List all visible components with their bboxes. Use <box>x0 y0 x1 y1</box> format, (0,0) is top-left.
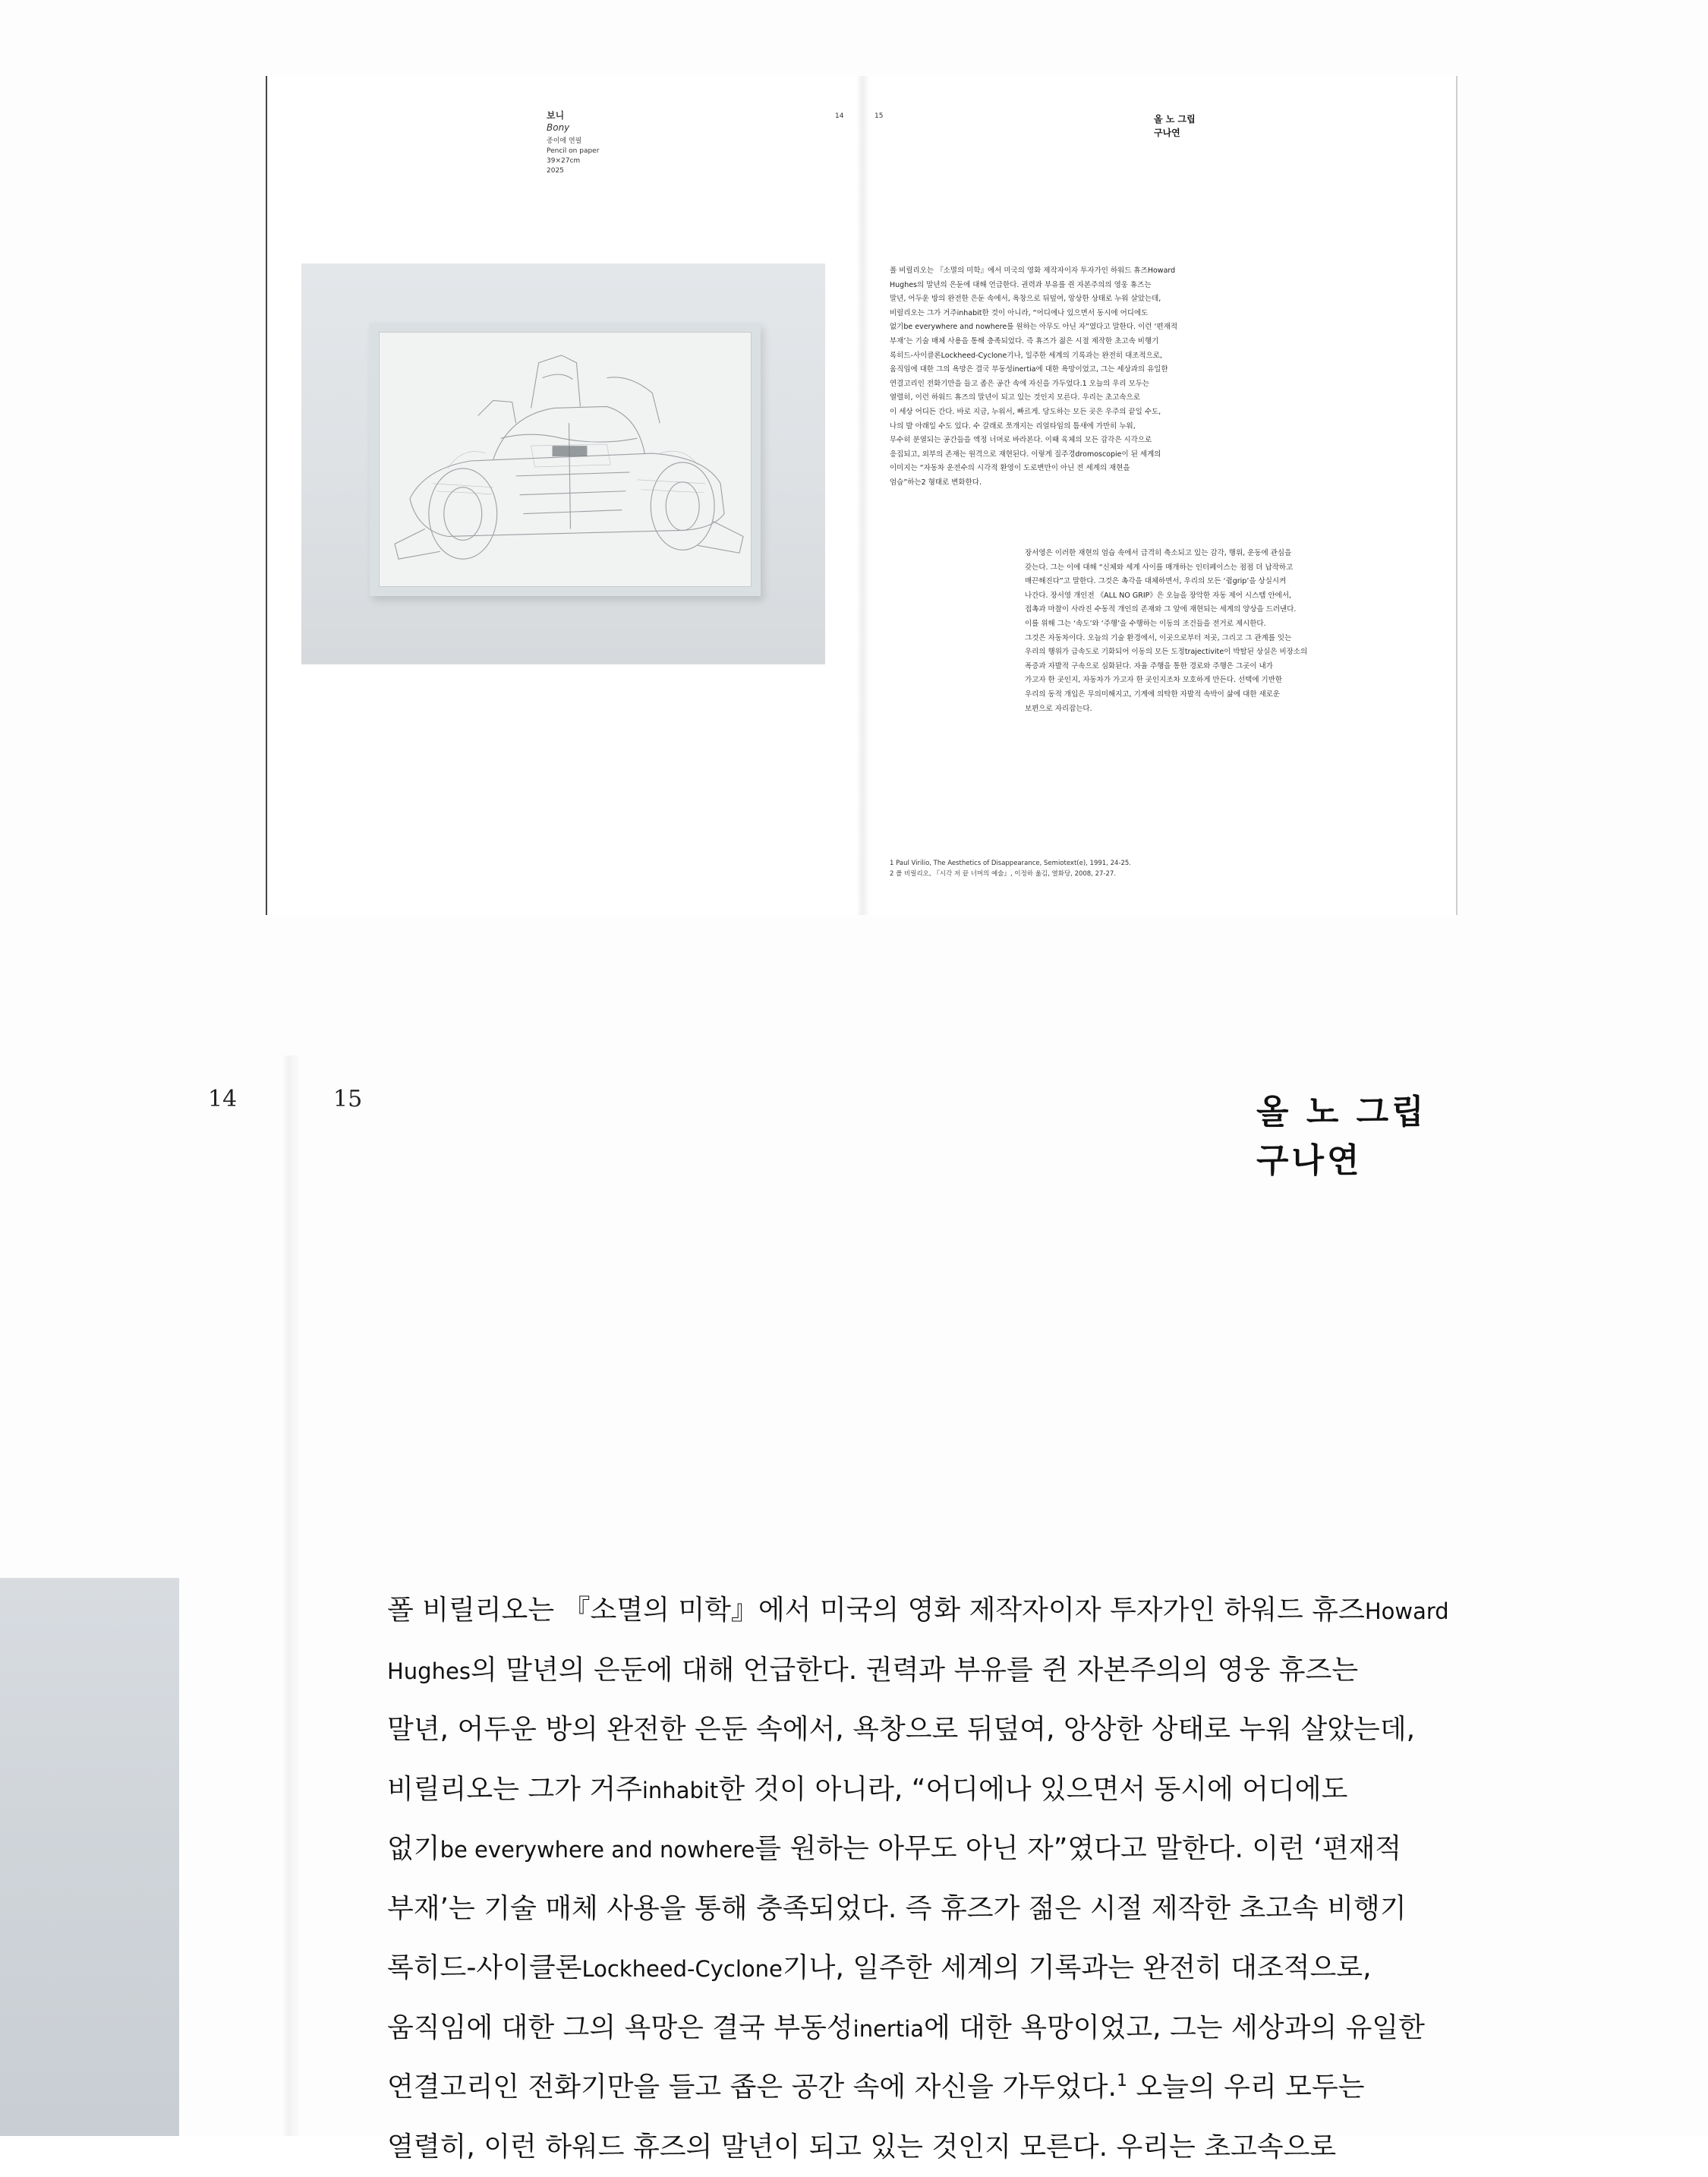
text-run: 비릴리오는 그가 거주 <box>387 1774 642 1805</box>
spread-text-line: 연결고리인 전화기만을 들고 좁은 공간 속에 자신을 가두었다.1 오늘의 우리 모두는 <box>890 377 1284 392</box>
spread-text-line: 나간다. 장서영 개인전 《ALL NO GRIP》은 오늘을 장악한 자동 제어 시스템 안에서, <box>1025 589 1413 604</box>
detail-text-line <box>387 2118 1678 2177</box>
spread-text-line: 이미지는 “자동차 운전수의 시각적 환영이 도로변만이 아닌 전 세계의 재현을 <box>890 462 1284 476</box>
english-term: be everywhere and nowhere <box>440 1837 755 1863</box>
spread-text-line: 접촉과 마찰이 사라진 수동적 개인의 존재와 그 앞에 재현되는 세계의 양상을 드러낸다. <box>1025 603 1413 617</box>
detail-text-line <box>387 1879 1678 1939</box>
artwork-title-ko: 보니 <box>547 111 564 120</box>
footnote: 1 Paul Virilio, The Aesthetics of Disappearance, Semiotext(e), 1991, 24-25. <box>890 858 1345 869</box>
pencil-drawing <box>379 332 752 587</box>
spread-body-text <box>890 264 1284 491</box>
artwork-year: 2025 <box>547 166 564 175</box>
spread-text-line: 우리의 행위가 급속도로 기화되어 이동의 모든 도정trajectivite이 박탈된 상실은 비장소의 <box>1025 645 1413 660</box>
spread-text-line: 열렬히, 이런 하워드 휴즈의 말년이 되고 있는 것인지 모른다. 우리는 초고속으로 <box>890 391 1284 405</box>
detail-essay-author: 구나연 <box>1256 1133 1363 1182</box>
spread-text-line: 가고자 한 곳인지, 자동차가 가고자 한 곳인지조차 모호하게 만든다. 선택에 기반한 <box>1025 674 1413 688</box>
text-run: 폴 비릴리오는 『소멸의 미학』에서 미국의 영화 제작자이자 투자가인 하워드 휴즈 <box>387 1595 1365 1626</box>
spread-fold <box>856 76 870 915</box>
text-run: 없기 <box>387 1833 440 1864</box>
artwork-size: 39×27cm <box>547 156 580 166</box>
spread-text-line: 장서영은 이러한 재현의 엄습 속에서 급격히 축소되고 있는 감각, 행위, 운동에 관심을 <box>1025 547 1413 561</box>
spread-text-line: 그것은 자동차이다. 오늘의 기술 환경에서, 이곳으로부터 저곳, 그리고 그 관계를 잇는 <box>1025 632 1413 646</box>
spread-text-line: 폭증과 자발적 구속으로 심화된다. 자율 주행을 통한 경로와 주행은 그곳이 내가 <box>1025 660 1413 674</box>
detail-text-line <box>387 1760 1678 1820</box>
spread-text-line: 무수히 분열되는 공간들을 액정 너머로 바라본다. 이때 육체의 모든 감각은 시각으로 <box>890 434 1284 448</box>
text-run: 연결고리인 전화기만을 들고 좁은 공간 속에 자신을 가두었다. <box>387 2071 1117 2103</box>
spread-text-line: 없기be everywhere and nowhere를 원하는 아무도 아닌 자”였다고 말한다. 이런 ‘편재적 <box>890 320 1284 335</box>
race-car-drawing <box>380 333 751 586</box>
detail-page-number-right: 15 <box>333 1086 362 1112</box>
detail-text-line <box>387 1939 1678 1999</box>
spread-text-line: 매끈해진다”고 말한다. 그것은 촉각을 대체하면서, 우리의 모든 ‘쥠grip’을 상실시켜 <box>1025 575 1413 589</box>
detail-page-fold <box>281 1055 299 2136</box>
spread-text-line: 응집되고, 외부의 존재는 원격으로 재현된다. 이렇게 질주경dromoscopie이 된 세계의 <box>890 448 1284 462</box>
page-number-left: 14 <box>835 112 843 120</box>
spread-text-line: 이를 위해 그는 ‘속도’와 ‘주행’을 수행하는 이동의 조건들을 전거로 제시한다. <box>1025 617 1413 632</box>
footnote-mark: 1 <box>1117 2071 1127 2090</box>
english-term: Howard <box>1365 1598 1449 1624</box>
text-run: 기나, 일주한 세계의 기록과는 완전히 대조적으로, <box>783 1952 1372 1983</box>
text-run: 에 대한 욕망이었고, 그는 세상과의 유일한 <box>924 2012 1425 2043</box>
artwork-photo <box>301 263 825 664</box>
text-run: 움직임에 대한 그의 욕망은 결국 부동성 <box>387 2012 853 2043</box>
spread-text-line: 폴 비릴리오는 『소멸의 미학』에서 미국의 영화 제작자이자 투자가인 하워드 휴즈Howard <box>890 264 1284 279</box>
footnote: 2 폴 비릴리오, 『시각 저 끝 너머의 예술』, 이정하 옮김, 열화당, 2008, 27-27. <box>890 869 1345 879</box>
detail-text-line <box>387 1641 1678 1701</box>
spread-text-line: 엄습”하는2 형태로 변화한다. <box>890 476 1284 491</box>
picture-frame <box>370 323 761 596</box>
artwork-title-en: Bony <box>547 123 569 132</box>
spread-text-line: 말년, 어두운 방의 완전한 은둔 속에서, 욕창으로 뒤덮여, 앙상한 상태로 누워 살았는데, <box>890 292 1284 307</box>
detail-text-line <box>387 1700 1678 1760</box>
text-run: 부재’는 기술 매체 사용을 통해 충족되었다. 즉 휴즈가 젊은 시절 제작한 초고속 비행기 <box>387 1893 1407 1924</box>
text-run: 열렬히, 이런 하워드 휴즈의 말년이 되고 있는 것인지 모른다. 우리는 초고속으로 <box>387 2131 1336 2163</box>
spread-text-line: Hughes의 말년의 은둔에 대해 언급한다. 권력과 부유를 쥔 자본주의의 영웅 휴즈는 <box>890 279 1284 293</box>
detail-essay-title: 올 노 그립 <box>1256 1084 1427 1133</box>
detail-page-number-left: 14 <box>208 1086 237 1112</box>
english-term: Hughes <box>387 1658 471 1684</box>
left-page-photo-edge <box>0 1578 179 2136</box>
artwork-medium-en: Pencil on paper <box>547 147 599 156</box>
english-term: inhabit <box>642 1778 718 1803</box>
spread-body-text-continued <box>1025 547 1413 716</box>
text-run: 를 원하는 아무도 아닌 자”였다고 말한다. 이런 ‘편재적 <box>755 1833 1401 1864</box>
essay-title: 올 노 그립 <box>1154 112 1196 125</box>
spread-text-line: 록히드-사이클론Lockheed-Cyclone기나, 일주한 세계의 기록과는 완전히 대조적으로, <box>890 349 1284 364</box>
spread-text-line: 보편으로 자리잡는다. <box>1025 702 1413 717</box>
spread-text-line: 비릴리오는 그가 거주inhabit한 것이 아니라, “어디에나 있으면서 동시에 어디에도 <box>890 307 1284 321</box>
page-number-right: 15 <box>874 112 883 120</box>
detail-body-text <box>387 1581 1678 2177</box>
artwork-medium-ko: 종이에 연필 <box>547 137 581 146</box>
spread-edge-right <box>1456 76 1457 915</box>
english-term: inertia <box>853 2016 924 2042</box>
text-run: 말년, 어두운 방의 완전한 은둔 속에서, 욕창으로 뒤덮여, 앙상한 상태로 누워 살았는데, <box>387 1714 1415 1745</box>
text-run: 의 말년의 은둔에 대해 언급한다. 권력과 부유를 쥔 자본주의의 영웅 휴즈는 <box>471 1655 1358 1686</box>
text-run: 록히드-사이클론 <box>387 1952 581 1983</box>
spread-footnotes <box>890 858 1345 879</box>
spread-text-line: 이 세상 어디든 간다. 바로 지금, 누워서, 빠르게. 당도하는 모든 곳은 우주의 끝일 수도, <box>890 405 1284 420</box>
spread-text-line: 부재’는 기술 매체 사용을 통해 충족되었다. 즉 휴즈가 젊은 시절 제작한 초고속 비행기 <box>890 335 1284 349</box>
english-term: Lockheed-Cyclone <box>581 1956 782 1982</box>
detail-text-line <box>387 1819 1678 1879</box>
detail-text-line <box>387 1581 1678 1641</box>
spread-text-line: 갖는다. 그는 이에 대해 “신체와 세계 사이를 매개하는 인터페이스는 점점 더 납작하고 <box>1025 561 1413 576</box>
book-spread <box>266 76 1457 915</box>
essay-author: 구나연 <box>1154 126 1180 139</box>
spread-edge-left <box>266 76 267 915</box>
spread-text-line: 우리의 동적 개입은 무의미해지고, 기계에 의탁한 자발적 속박이 삶에 대한 새로운 <box>1025 688 1413 702</box>
detail-text-line <box>387 2058 1678 2118</box>
spread-text-line: 움직임에 대한 그의 욕망은 결국 부동성inertia에 대한 욕망이었고, 그는 세상과의 유일한 <box>890 363 1284 377</box>
text-run: 오늘의 우리 모두는 <box>1127 2071 1365 2103</box>
detail-text-line <box>387 1999 1678 2059</box>
spread-text-line: 나의 발 아래일 수도 있다. 수 갈래로 쪼개지는 리얼타임의 틈새에 가만히 누워, <box>890 420 1284 434</box>
text-run: 한 것이 아니라, “어디에나 있으면서 동시에 어디에도 <box>718 1774 1347 1805</box>
